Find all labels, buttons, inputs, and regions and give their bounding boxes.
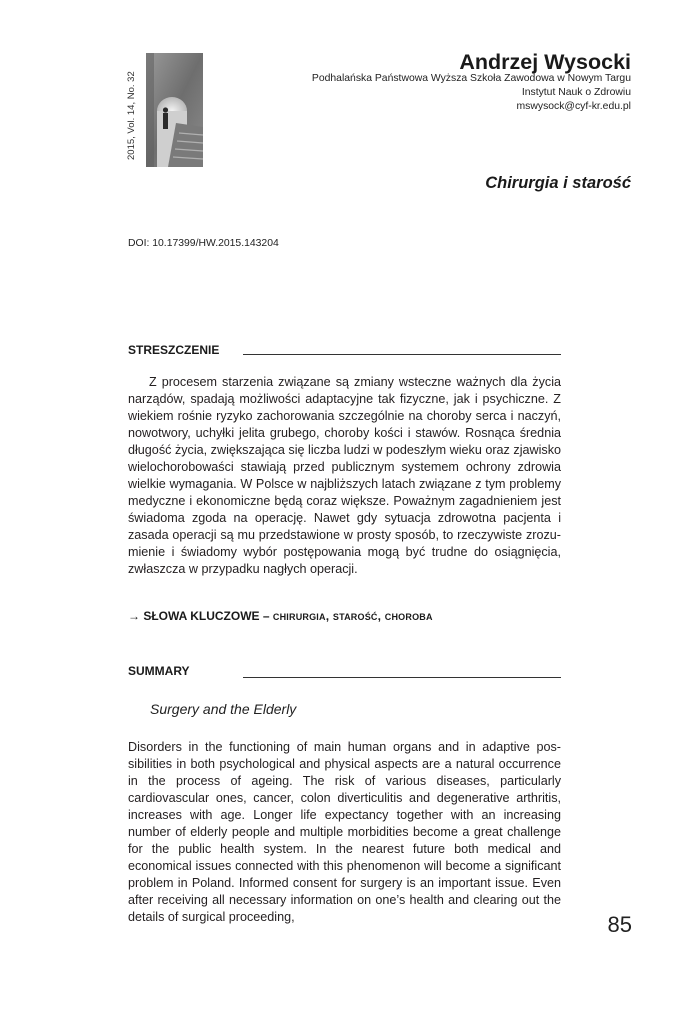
author-affiliation-institution: Podhalańska Państwowa Wyższa Szkoła Zawodowa w Nowym Targu [311, 73, 631, 84]
section-heading-streszczenie: STRESZCZENIE [128, 343, 220, 357]
summary-english-text: Disorders in the functioning of main human organs and in adaptive possibilities in both psychological and physical aspects are a natural occurrence in the process of ageing. The risk of various diseases, particularly cardiovascular ones, cancer, colon diverticulitis and degenerative arthritis, increases with age. Longer life expectancy together with an increasing number of elderly people and multiple morbidities become a great challenge for the public health system. In the nearest future both medical and economical issues connected with this phenomenon will become a significant problem in Poland. Informed consent for surgery is an important issue. Even after receiving all necessary information on one’s health and clearing out the details of surgical proceeding, [128, 740, 561, 924]
keywords-values: chirurgia, starość, choroba [272, 609, 433, 623]
abstract-polish-text: Z procesem starzenia związane są zmiany wsteczne ważnych dla życia narządów, spadają możliwości adaptacyjne tak fizyczne, jak i psychiczne. Z wiekiem rośnie ryzyko zachorowania szczególnie na choroby serca i naczyń, nowotwory, uchyłki jelita grubego, choroby kości i stawów. Rosnąca średnia długość życia, zwiększająca się liczba ludzi w podeszłym wieku oraz zjawisko wielochorobowaści stawiają przed publicznym systemem ochrony zdrowia wielkie wymagania. W Polsce w najbliższych latach związane z tym problemy medyczne i ekonomiczne będą coraz większe. Poważnym zagadnieniem jest świadoma zgoda na operację. Nawet gdy sytuacja zdrowotna pacjenta i zasada operacji są mu przedstawione w prosty sposób, to rzeczywiste zrozumienie i świadomy wybór postępowania mogą być trudne do osiągnięcia, zwłaszcza w przypadku nagłych operacji. [128, 375, 561, 576]
author-email[interactable]: mswysock@cyf-kr.edu.pl [516, 101, 631, 112]
doi[interactable]: DOI: 10.17399/HW.2015.143204 [128, 238, 279, 249]
page-number: 85 [607, 912, 632, 937]
arrow-icon: → [128, 609, 140, 623]
keywords-line [128, 609, 433, 623]
journal-cover-image [146, 53, 203, 167]
heading-rule [243, 354, 561, 355]
heading-rule [243, 677, 561, 678]
section-heading-summary: SUMMARY [128, 664, 190, 678]
article-title: Chirurgia i starość [485, 174, 631, 192]
summary-title: Surgery and the Elderly [150, 701, 297, 717]
author-affiliation-department: Instytut Nauk o Zdrowiu [521, 87, 631, 98]
keywords-label: SŁOWA KLUCZOWE – [143, 609, 270, 623]
journal-reference: 2015, Vol. 14, No. 32 [126, 71, 137, 161]
author-name: Andrzej Wysocki [459, 50, 631, 74]
